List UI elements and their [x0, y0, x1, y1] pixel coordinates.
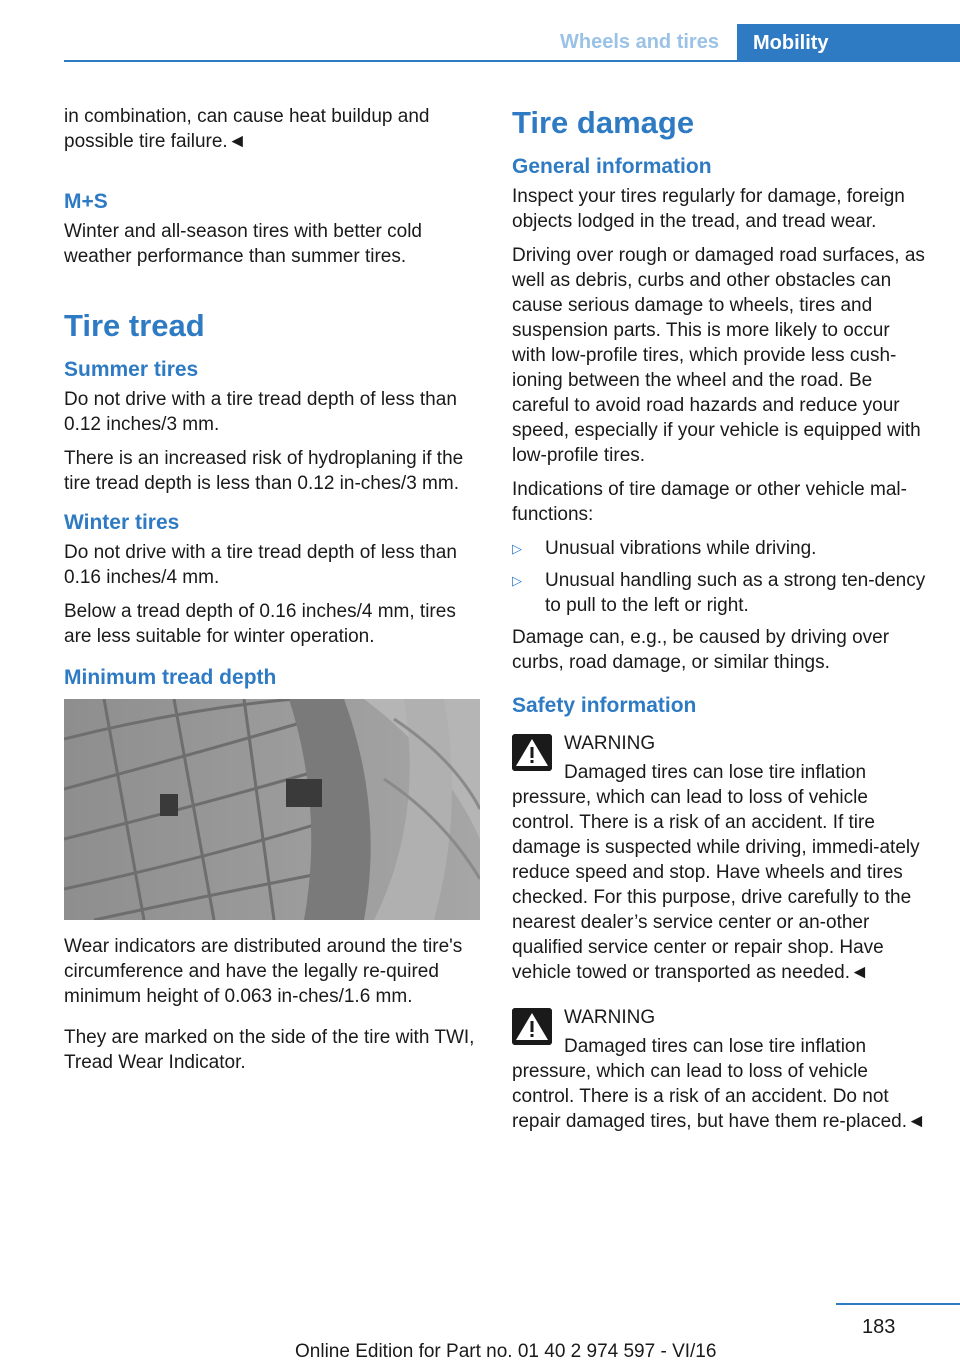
warning-triangle-icon: [512, 1008, 552, 1045]
triangle-bullet-icon: ▷: [512, 541, 522, 556]
header-rule: [64, 60, 960, 62]
warning-text-first-line: Damaged tires can lose tire inflation: [564, 1036, 867, 1057]
tire-tread-title: Tire tread: [64, 308, 205, 343]
twi-paragraph: They are marked on the side of the tire with TWI, Tread Wear Indicator.: [64, 1027, 475, 1073]
wear-indicators-paragraph: Wear indicators are distributed around the tire's circumference and have the legally re‐quired minimum height of 0.063 in‐ches/1.6 mm.: [64, 936, 463, 1007]
warning-block-2: [512, 1005, 928, 1134]
winter-paragraph-2: Below a tread depth of 0.16 inches/4 mm, tires are less suitable for winter operation.: [64, 601, 456, 647]
list-item: [512, 568, 928, 618]
edition-footer: Online Edition for Part no. 01 40 2 974 597 - VI/16: [295, 1341, 717, 1362]
ms-heading: M+S: [64, 190, 108, 213]
left-column: [64, 104, 482, 1084]
list-item: [512, 536, 928, 561]
footer-rule: [836, 1303, 960, 1305]
page-number: 183: [862, 1316, 896, 1338]
general-paragraph-3: Indications of tire damage or other vehicle mal‐functions:: [512, 479, 907, 525]
summer-tires-heading: Summer tires: [64, 358, 199, 381]
summer-paragraph-1: Do not drive with a tire tread depth of less than 0.12 inches/3 mm.: [64, 389, 457, 435]
tire-tread-wear-indicator-photo: [64, 699, 480, 920]
warning-label: WARNING: [564, 733, 656, 754]
safety-information-heading: Safety information: [512, 694, 697, 717]
header-section-title: Wheels and tires: [560, 31, 719, 53]
warning-label: WARNING: [564, 1007, 656, 1028]
winter-tires-heading: Winter tires: [64, 511, 180, 534]
minimum-tread-depth-heading: Minimum tread depth: [64, 666, 277, 689]
warning-text: pressure, which can lead to loss of vehicle control. There is a risk of an accident. Do not repair damaged tires, but have them re‐placed.◄: [512, 1061, 926, 1132]
tire-damage-title: Tire damage: [512, 105, 695, 140]
list-item-text: Unusual handling such as a strong ten‐dency to pull to the left or right.: [545, 570, 926, 616]
general-paragraph-1: Inspect your tires regularly for damage, foreign objects lodged in the tread, and tread wear.: [512, 186, 905, 232]
list-item-text: Unusual vibrations while driving.: [545, 538, 817, 559]
winter-paragraph-1: Do not drive with a tire tread depth of less than 0.16 inches/4 mm.: [64, 542, 457, 588]
general-paragraph-2: Driving over rough or damaged road surfaces, as well as debris, curbs and other obstacles can cause serious damage to wheels, tires and suspension parts. This is more likely to occur with low-profile tires, which provide less cush‐ioning between the wheel and the road. Be careful to avoid road hazards and reduce your speed, especially if your vehicle is equipped with low-profile tires.: [512, 245, 925, 466]
general-information-heading: General information: [512, 155, 712, 178]
intro-paragraph: in combination, can cause heat buildup and possible tire failure.◄: [64, 106, 430, 152]
ms-paragraph: Winter and all-season tires with better cold weather performance than summer tires.: [64, 221, 422, 267]
warning-block-1: [512, 731, 928, 985]
summer-paragraph-2: There is an increased risk of hydroplaning if the tire tread depth is less than 0.12 in‐ches/3 mm.: [64, 448, 464, 494]
header-chapter-tab: Mobility: [737, 24, 960, 61]
warning-triangle-icon: [512, 734, 552, 771]
general-paragraph-4: Damage can, e.g., be caused by driving over curbs, road damage, or similar things.: [512, 627, 890, 673]
triangle-bullet-icon: ▷: [512, 573, 522, 588]
right-column: [512, 104, 928, 1143]
warning-text-first-line: Damaged tires can lose tire inflation: [564, 762, 867, 783]
warning-text: pressure, which can lead to loss of vehicle control. There is a risk of an accident. If tire damage is suspected while driving, immedi‐ately reduce speed and stop. Have wheels and tires checked. For this purpose, drive carefully to the nearest dealer’s service center or an‐other qualified service center or repair shop. Have vehicle towed or transported as needed.◄: [512, 787, 920, 983]
